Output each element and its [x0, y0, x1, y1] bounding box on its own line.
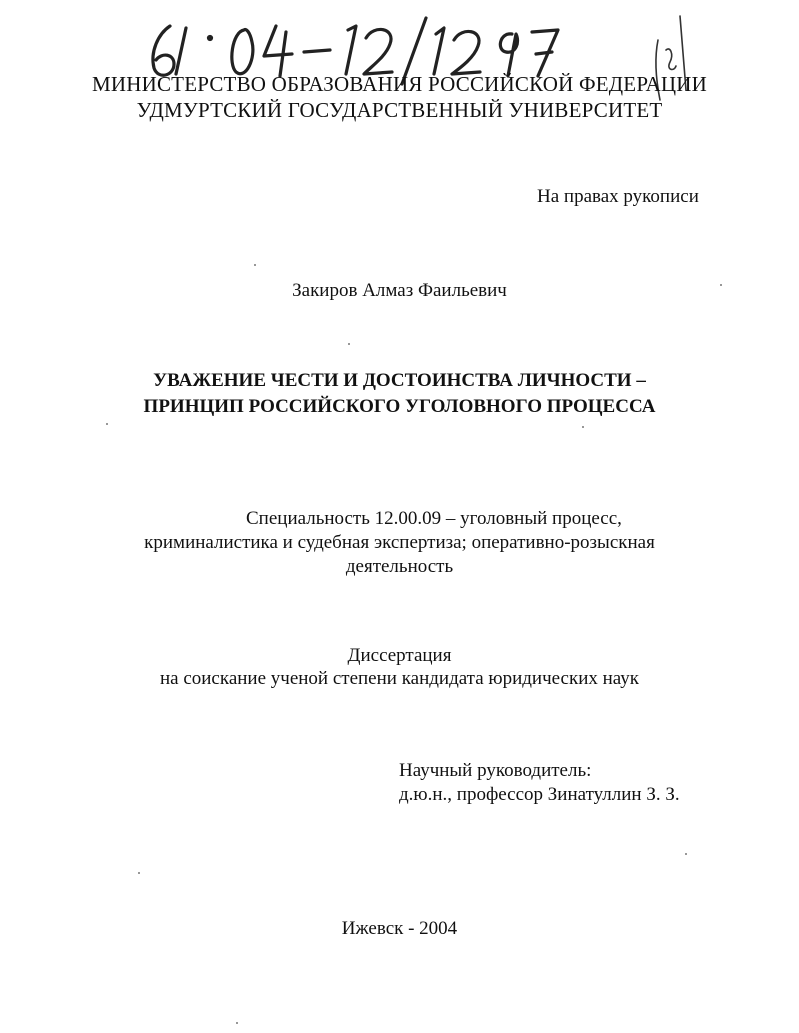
- scan-speck: [138, 872, 140, 874]
- ministry-header: МИНИСТЕРСТВО ОБРАЗОВАНИЯ РОССИЙСКОЙ ФЕДЕРАЦИИ: [91, 72, 707, 96]
- rights-note: На правах рукописи: [537, 186, 699, 207]
- scan-speck: [254, 264, 256, 266]
- specialty-line-1: Специальность 12.00.09 – уголовный процесс,: [246, 508, 622, 529]
- dissertation-degree: на соискание ученой степени кандидата юридических наук: [159, 668, 640, 689]
- supervisor-name: д.ю.н., профессор Зинатуллин З. З.: [399, 784, 680, 805]
- scan-speck: [685, 853, 687, 855]
- dissertation-label: Диссертация: [347, 645, 452, 666]
- thesis-title-line-1: УВАЖЕНИЕ ЧЕСТИ И ДОСТОИНСТВА ЛИЧНОСТИ –: [153, 370, 646, 391]
- scan-speck: [582, 426, 584, 428]
- scan-speck: [106, 423, 108, 425]
- scan-speck: [720, 284, 722, 286]
- thesis-title-line-2: ПРИНЦИП РОССИЙСКОГО УГОЛОВНОГО ПРОЦЕССА: [143, 396, 656, 417]
- university-header: УДМУРТСКИЙ ГОСУДАРСТВЕННЫЙ УНИВЕРСИТЕТ: [136, 98, 663, 122]
- supervisor-label: Научный руководитель:: [399, 760, 592, 781]
- place-year: Ижевск - 2004: [341, 918, 458, 939]
- author-name: Закиров Алмаз Фаильевич: [292, 280, 507, 301]
- specialty-line-3: деятельность: [345, 556, 454, 577]
- specialty-line-2: криминалистика и судебная экспертиза; оперативно-розыскная: [144, 532, 655, 553]
- scan-speck: [236, 1022, 238, 1024]
- scan-speck: [348, 343, 350, 345]
